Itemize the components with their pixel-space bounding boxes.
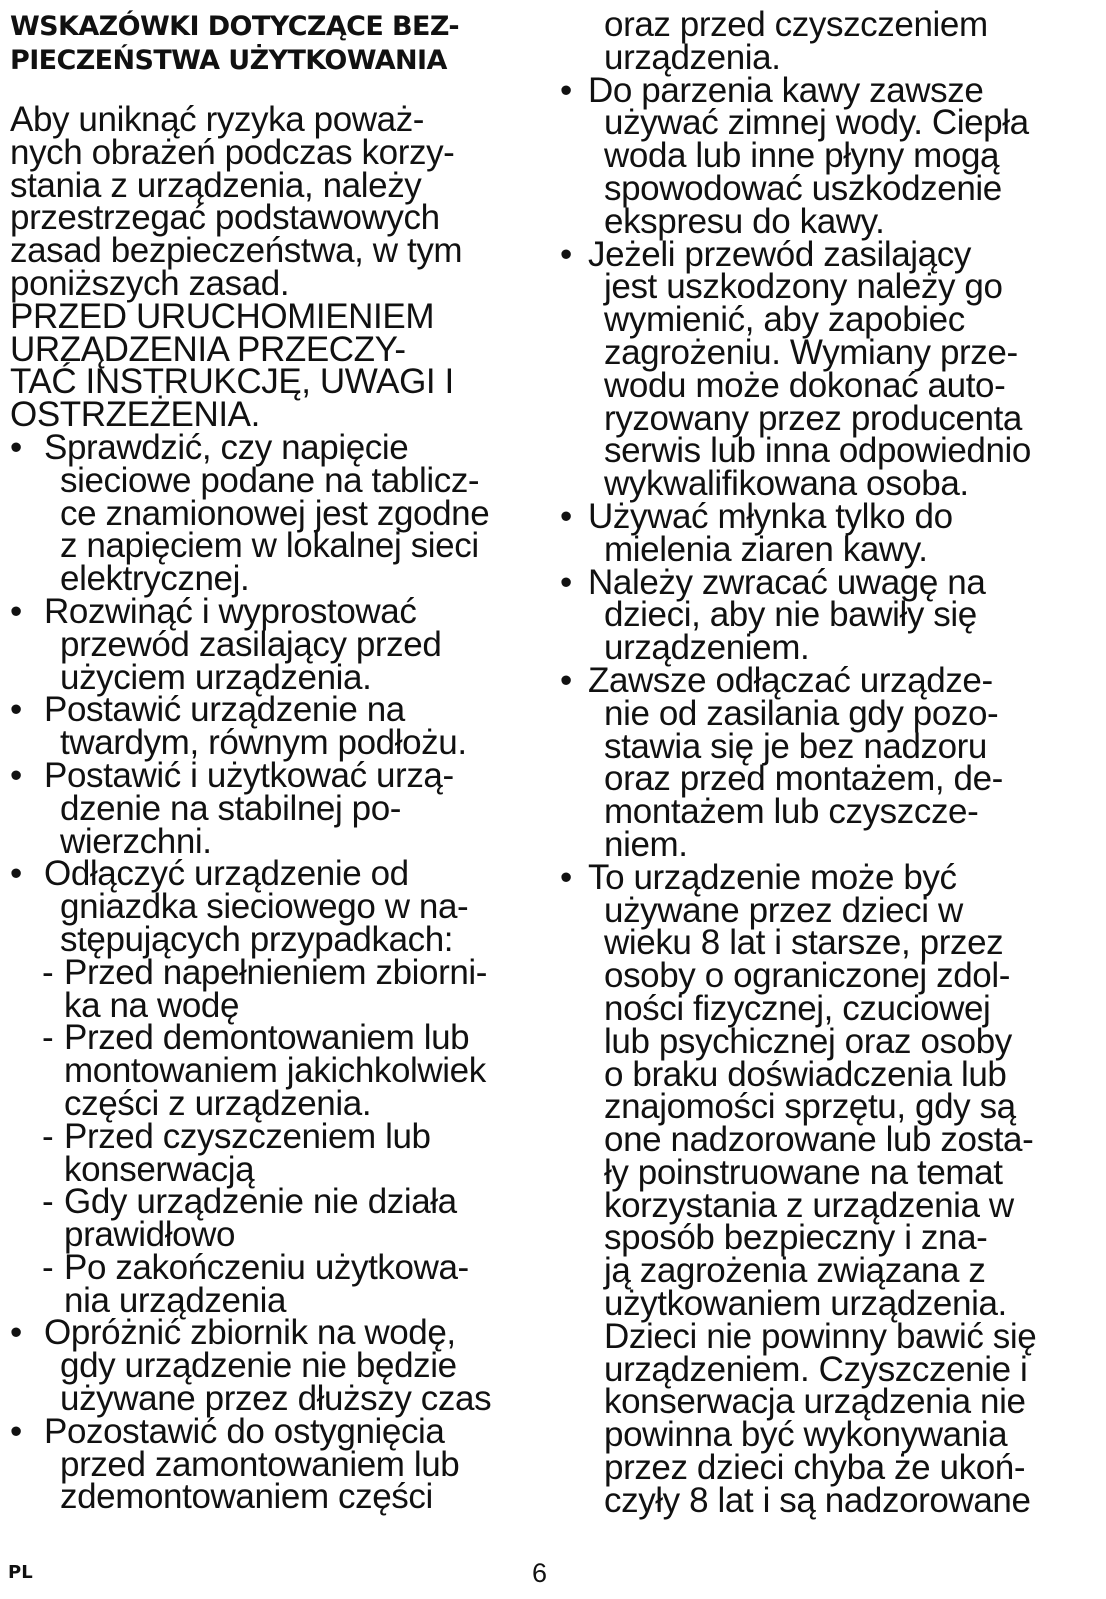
text-line: dzieci, aby nie bawiły się	[604, 595, 977, 635]
text-line: one nadzorowane lub zosta-	[604, 1120, 1034, 1160]
right-column	[560, 5, 1106, 1520]
bullet-text	[560, 234, 1106, 504]
text-line: konserwacją	[64, 1149, 255, 1189]
heading-line: PIECZEŃSTWA UŻYTKOWANIA	[10, 45, 447, 76]
text-line: woda lub inne płyny mogą	[604, 136, 1000, 176]
dash-item	[10, 1116, 555, 1189]
text-line: lub psychicznej oraz osoby	[604, 1021, 1012, 1061]
dash-text	[42, 1247, 555, 1320]
text-line: użyciem urządzenia.	[60, 657, 372, 697]
bullet-item	[560, 857, 1106, 1520]
text-line: ły poinstruowane na temat	[604, 1152, 1003, 1192]
text-line: używane przez dłuższy czas	[60, 1379, 492, 1419]
bullet-marker: •	[10, 755, 23, 795]
text-line: stawia się je bez nadzoru	[604, 726, 987, 766]
continuation-text	[560, 5, 1106, 77]
text-line: Dzieci nie powinny bawić się	[604, 1316, 1037, 1356]
text-line: urządzeniem. Czyszczenie i	[604, 1349, 1028, 1389]
dash-item	[10, 1018, 555, 1123]
text-line: ją zagrożenia związana z	[604, 1251, 986, 1291]
text-line: powinna być wykonywania	[604, 1415, 1008, 1455]
bullet-marker: •	[10, 1411, 23, 1451]
dash-item	[10, 1247, 555, 1320]
text-line: przed zamontowaniem lub	[60, 1444, 460, 1484]
bullet-item	[560, 496, 1106, 569]
text-line: Postawić i użytkować urzą-	[44, 755, 454, 795]
text-line: twardym, równym podłożu.	[60, 723, 467, 763]
bullet-item	[560, 70, 1106, 241]
section-heading	[10, 10, 555, 78]
bullet-marker: •	[10, 1313, 23, 1353]
text-line: Zawsze odłączać urządze-	[588, 660, 993, 700]
text-line: wymienić, aby zapobiec	[604, 300, 965, 340]
bullet-marker: •	[10, 591, 23, 631]
bullet-item	[560, 234, 1106, 504]
text-line: Odłączyć urządzenie od	[44, 854, 409, 894]
bullet-text	[10, 690, 555, 763]
dash-text	[42, 952, 555, 1025]
left-column	[10, 10, 555, 1517]
text-line: spowodować uszkodzenie	[604, 168, 1002, 208]
dash-marker: -	[42, 952, 54, 992]
dash-marker: -	[42, 1018, 54, 1058]
text-line: znajomości sprzętu, gdy są	[604, 1087, 1016, 1127]
text-line: wodu może dokonać auto-	[604, 365, 1006, 405]
text-line: korzystania z urządzenia w	[604, 1185, 1014, 1225]
text-line: nie od zasilania gdy pozo-	[604, 693, 999, 733]
text-line: poniższych zasad.	[10, 263, 290, 303]
bullet-marker: •	[560, 234, 573, 274]
text-line: nia urządzenia	[64, 1280, 287, 1320]
text-line: z napięciem w lokalnej sieci	[60, 526, 479, 566]
text-line: montażem lub czyszcze-	[604, 792, 979, 832]
bullet-text	[10, 427, 555, 599]
text-line: Pozostawić do ostygnięcia	[44, 1411, 445, 1451]
text-line: wierzchni.	[60, 821, 212, 861]
text-line: Używać młynka tylko do	[588, 496, 953, 536]
dash-marker: -	[42, 1182, 54, 1222]
text-line: dzenie na stabilnej po-	[60, 788, 402, 828]
text-line: nych obrażeń podczas korzy-	[10, 132, 455, 172]
text-line: Po zakończeniu użytkowa-	[64, 1247, 469, 1287]
text-line: Gdy urządzenie nie działa	[64, 1182, 457, 1222]
text-line: PRZED URUCHOMIENIEM	[10, 296, 435, 336]
text-line: ka na wodę	[64, 985, 240, 1025]
bullet-text	[560, 562, 1106, 668]
text-line: Jeżeli przewód zasilający	[588, 234, 971, 274]
text-line: osoby o ograniczonej zdol-	[604, 956, 1010, 996]
text-line: stępujących przypadkach:	[60, 919, 454, 959]
bullet-item	[10, 854, 555, 959]
text-line: oraz przed montażem, de-	[604, 759, 1003, 799]
text-line: wieku 8 lat i starsze, przez	[604, 923, 1004, 963]
text-line: oraz przed czyszczeniem	[604, 5, 988, 44]
text-line: używać zimnej wody. Ciepła	[604, 103, 1029, 143]
bullet-marker: •	[10, 690, 23, 730]
text-line: przez dzieci chyba że ukoń-	[604, 1448, 1026, 1488]
text-line: Postawić urządzenie na	[44, 690, 405, 730]
text-line: elektrycznej.	[60, 559, 250, 599]
text-line: Przed czyszczeniem lub	[64, 1116, 431, 1156]
text-line: mielenia ziaren kawy.	[604, 529, 928, 569]
text-line: To urządzenie może być	[588, 857, 957, 897]
text-line: Aby uniknąć ryzyka poważ-	[10, 100, 425, 139]
text-line: niem.	[604, 824, 688, 864]
text-line: ryzowany przez producenta	[604, 398, 1022, 438]
dash-marker: -	[42, 1247, 54, 1287]
text-line: gdy urządzenie nie będzie	[60, 1346, 457, 1386]
text-line: zdemontowaniem części	[60, 1477, 433, 1517]
bullet-item	[10, 427, 555, 599]
text-line: urządzenia.	[604, 37, 781, 77]
dash-text	[42, 1018, 555, 1123]
text-line: wykwalifikowana osoba.	[604, 464, 969, 504]
bullet-marker: •	[560, 857, 573, 897]
text-line: URZĄDZENIA PRZECZY-	[10, 329, 406, 369]
dash-item	[10, 952, 555, 1025]
bullet-text	[10, 1411, 555, 1517]
text-line: o braku doświadczenia lub	[604, 1054, 1007, 1094]
text-line: stania z urządzenia, należy	[10, 165, 422, 205]
text-line: zagrożeniu. Wymiany prze-	[604, 332, 1018, 372]
text-line: Sprawdzić, czy napięcie	[44, 427, 409, 467]
bullet-marker: •	[560, 660, 573, 700]
dash-marker: -	[42, 1116, 54, 1156]
dash-text	[42, 1116, 555, 1189]
text-line: konserwacja urządzenia nie	[604, 1382, 1026, 1422]
dash-item	[10, 1182, 555, 1255]
text-line: przestrzegać podstawowych	[10, 198, 440, 238]
bullet-item	[560, 562, 1106, 668]
bullet-text	[560, 70, 1106, 241]
bullet-text	[560, 660, 1106, 864]
text-line: sposób bezpieczny i zna-	[604, 1218, 988, 1258]
text-line: montowaniem jakichkolwiek	[64, 1051, 486, 1091]
bullet-marker: •	[560, 562, 573, 602]
text-line: jest uszkodzony należy go	[604, 267, 1003, 307]
bullet-marker: •	[10, 854, 23, 894]
page-number: 6	[532, 1558, 548, 1588]
text-line: ce znamionowej jest zgodne	[60, 493, 490, 533]
bullet-marker: •	[560, 496, 573, 536]
bullet-item	[10, 690, 555, 763]
text-line: użytkowaniem urządzenia.	[604, 1284, 1007, 1324]
text-line: przewód zasilający przed	[60, 624, 442, 664]
intro-paragraph	[10, 100, 555, 435]
text-line: Rozwinąć i wyprostować	[44, 591, 417, 631]
text-line: gniazdka sieciowego w na-	[60, 887, 469, 927]
text-line: używane przez dzieci w	[604, 890, 963, 930]
text-line: Należy zwracać uwagę na	[588, 562, 986, 602]
bullet-item	[10, 1313, 555, 1419]
bullet-text	[560, 857, 1106, 1520]
left-bullet-list	[10, 427, 555, 959]
bullet-text	[560, 496, 1106, 569]
text-line: Opróżnić zbiornik na wodę,	[44, 1313, 456, 1353]
text-line: Przed demontowaniem lub	[64, 1018, 470, 1058]
text-line: urządzeniem.	[604, 628, 810, 668]
text-line: OSTRZEŻENIA.	[10, 395, 260, 435]
dash-list	[10, 952, 555, 1320]
bullet-text	[10, 1313, 555, 1419]
right-bullet-list	[560, 70, 1106, 1520]
text-line: części z urządzenia.	[64, 1083, 372, 1123]
text-line: Przed napełnieniem zbiorni-	[64, 952, 488, 992]
text-line: ności fizycznej, czuciowej	[604, 988, 991, 1028]
bullet-text	[10, 591, 555, 697]
text-line: serwis lub inna odpowiednio	[604, 431, 1031, 471]
heading-line: WSKAZÓWKI DOTYCZĄCE BEZ-	[10, 11, 459, 42]
text-line: Do parzenia kawy zawsze	[588, 70, 984, 110]
left-bullet-list-continued	[10, 1313, 555, 1517]
text-line: zasad bezpieczeństwa, w tym	[10, 231, 463, 271]
bullet-text	[10, 755, 555, 861]
text-line: czyły 8 lat i są nadzorowane	[604, 1480, 1031, 1520]
bullet-item	[10, 591, 555, 697]
bullet-marker: •	[10, 427, 23, 467]
text-line: prawidłowo	[64, 1215, 236, 1255]
bullet-marker: •	[560, 70, 573, 110]
bullet-item	[560, 660, 1106, 864]
text-line: ekspresu do kawy.	[604, 201, 885, 241]
bullet-text	[10, 854, 555, 959]
bullet-item	[10, 1411, 555, 1517]
text-line: sieciowe podane na tablicz-	[60, 460, 480, 500]
dash-text	[42, 1182, 555, 1255]
bullet-item	[10, 755, 555, 861]
language-code: PL	[8, 1562, 33, 1583]
text-line: TAĆ INSTRUKCJĘ, UWAGI I	[10, 362, 454, 402]
